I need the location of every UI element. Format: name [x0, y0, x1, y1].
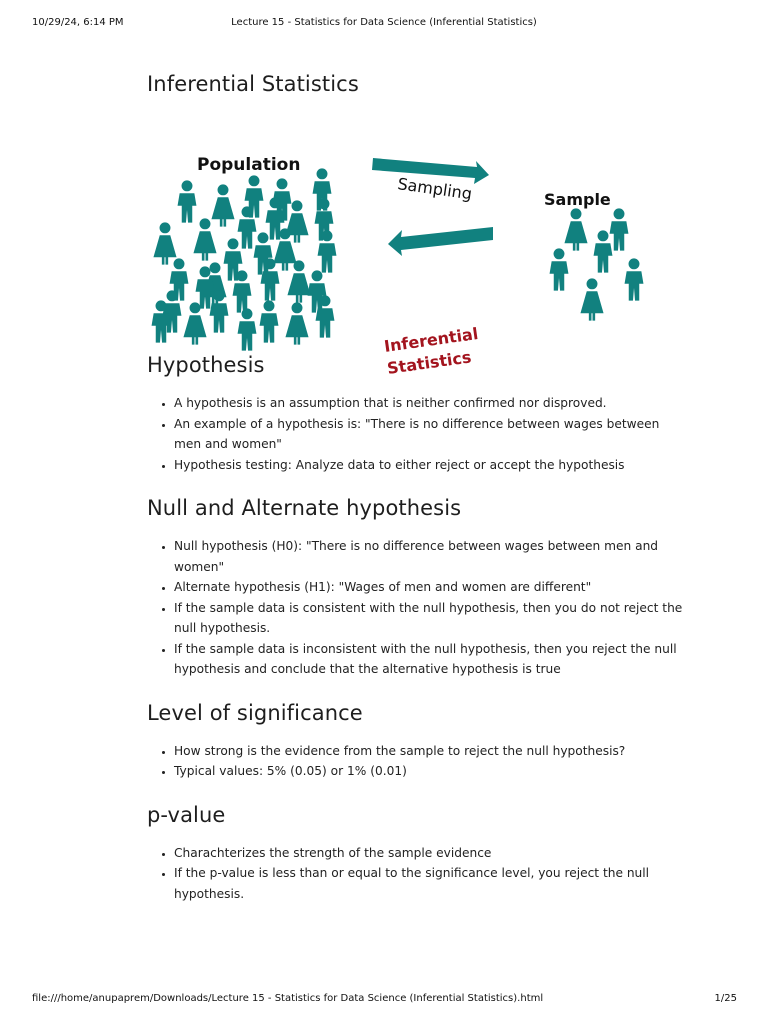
- person-icon: [594, 230, 613, 272]
- person-icon: [580, 278, 603, 320]
- section-heading: Hypothesis: [147, 353, 265, 377]
- bullet-item: • Null hypothesis (H0): "There is no difference between wages between men and women": [174, 536, 687, 577]
- bullet-list: [147, 741, 687, 782]
- bullet-item: • How strong is the evidence from the sample to reject the null hypothesis?: [174, 741, 687, 762]
- person-icon: [196, 266, 215, 308]
- print-file-path: file:///home/anupaprem/Downloads/Lecture 15 - Statistics for Data Science (Inferential Statistics).html: [32, 993, 544, 1004]
- inferential-label-line2: Statistics: [385, 347, 473, 378]
- bullet-item: • If the p-value is less than or equal to the significance level, you reject the null hypothesis.: [174, 863, 687, 904]
- sample-people-icon: [550, 208, 644, 320]
- bullet-item: • Hypothesis testing: Analyze data to either reject or accept the hypothesis: [174, 455, 687, 476]
- person-icon: [285, 302, 308, 344]
- bullet-item: • A hypothesis is an assumption that is neither confirmed nor disproved.: [174, 393, 687, 414]
- person-icon: [238, 206, 257, 248]
- person-icon: [564, 208, 587, 250]
- bullet-item: • Charachterizes the strength of the sample evidence: [174, 843, 687, 864]
- bullet-item: • Alternate hypothesis (H1): "Wages of men and women are different": [174, 577, 687, 598]
- population-label: Population: [197, 155, 301, 175]
- bullet-item: • If the sample data is consistent with the null hypothesis, then you do not reject the null hypothesis.: [174, 598, 687, 639]
- page-title: Inferential Statistics: [147, 72, 359, 96]
- person-icon: [183, 302, 206, 344]
- section-heading: Level of significance: [147, 700, 363, 725]
- person-icon: [610, 208, 629, 250]
- print-page-number: 1/25: [714, 993, 737, 1004]
- person-icon: [625, 258, 644, 300]
- population-people-icon: [152, 168, 337, 350]
- sampling-label: Sampling: [396, 174, 474, 204]
- bullet-item: • If the sample data is inconsistent with the null hypothesis, then you reject the null hypothesis and conclude that the alternative hypothesis is true: [174, 639, 687, 680]
- print-title: Lecture 15 - Statistics for Data Science (Inferential Statistics): [231, 17, 537, 28]
- bullet-item: • An example of a hypothesis is: "There is no difference between wages between men and women": [174, 414, 687, 455]
- person-icon: [308, 270, 327, 312]
- person-icon: [178, 180, 197, 222]
- person-icon: [287, 260, 310, 302]
- inferential-label-line1: Inferential: [382, 323, 480, 356]
- person-icon: [211, 184, 234, 226]
- person-icon: [260, 300, 279, 342]
- section-heading: Null and Alternate hypothesis: [147, 496, 462, 520]
- person-icon: [238, 308, 257, 350]
- document-content: [147, 72, 687, 904]
- person-icon: [153, 222, 176, 264]
- bullet-list: [147, 843, 687, 905]
- bullet-item: • Typical values: 5% (0.05) or 1% (0.01): [174, 761, 687, 782]
- section-null-and-alternate-hypothesis: [147, 496, 687, 680]
- inferential-arrow-icon: [388, 227, 493, 256]
- person-icon: [550, 248, 569, 290]
- section-heading: p-value: [147, 802, 226, 827]
- section-level-of-significance: [147, 701, 687, 782]
- person-icon: [193, 218, 216, 260]
- sections-container: [147, 353, 687, 904]
- section-p-value: [147, 803, 687, 905]
- bullet-list: [147, 393, 687, 475]
- sample-label: Sample: [544, 190, 611, 209]
- bullet-list: [147, 536, 687, 680]
- print-datetime: 10/29/24, 6:14 PM: [32, 17, 124, 28]
